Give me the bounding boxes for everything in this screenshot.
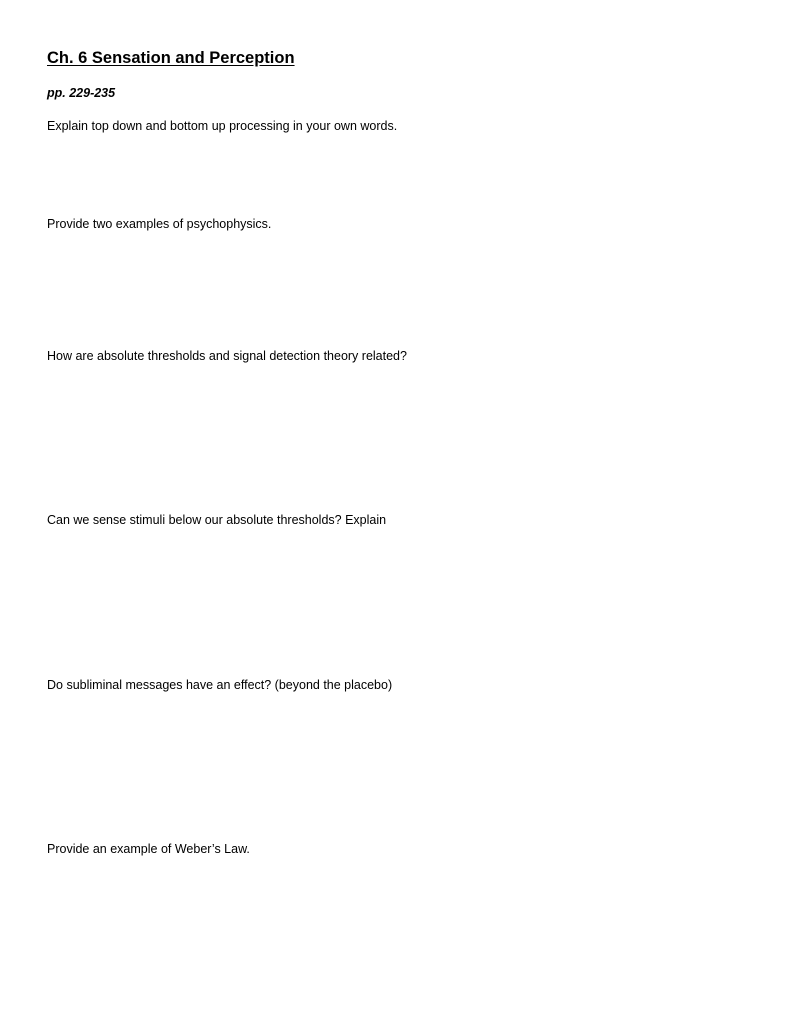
question-3: How are absolute thresholds and signal detection theory related?	[47, 349, 407, 363]
question-4: Can we sense stimuli below our absolute thresholds? Explain	[47, 513, 387, 527]
question-5: Do subliminal messages have an effect? (beyond the placebo)	[47, 678, 393, 692]
question-1: Explain top down and bottom up processing in your own words.	[47, 119, 398, 133]
question-2: Provide two examples of psychophysics.	[47, 217, 272, 231]
question-6: Provide an example of Weber’s Law.	[47, 842, 250, 856]
page-range: pp. 229-235	[47, 86, 116, 100]
page-title: Ch. 6 Sensation and Perception	[47, 49, 295, 67]
